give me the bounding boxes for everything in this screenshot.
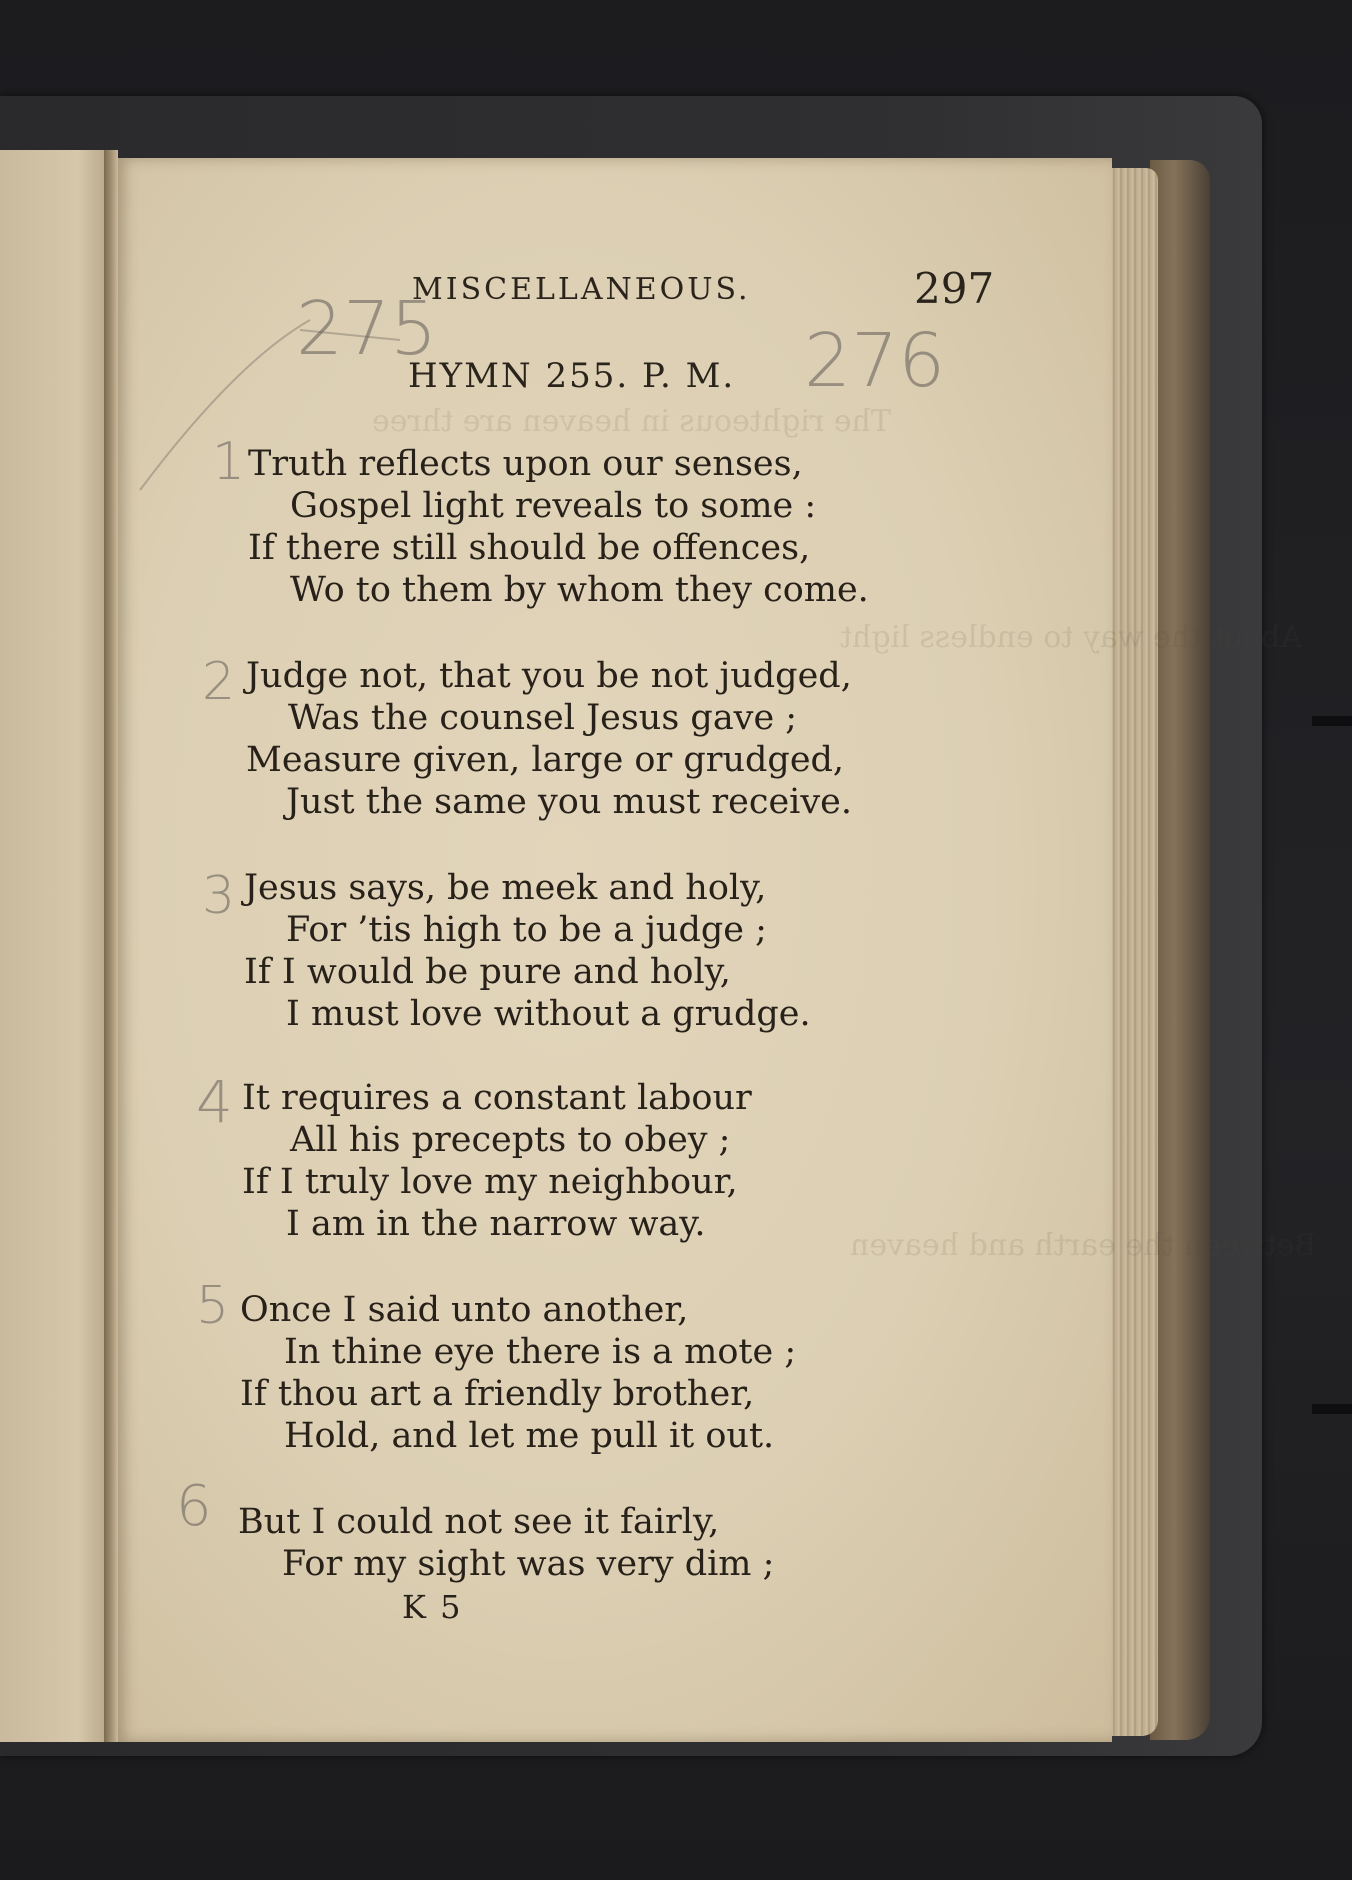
stanza-5-line-2: In thine eye there is a mote ;	[284, 1332, 797, 1372]
pencil-stanza-2: 2	[202, 652, 236, 712]
stanza-4-line-2: All his precepts to obey ;	[290, 1120, 731, 1160]
stanza-3-line-3: If I would be pure and holy,	[244, 952, 731, 992]
stanza-4-line-3: If I truly love my neighbour,	[242, 1162, 738, 1202]
stanza-2-line-1: Judge not, that you be not judged,	[246, 656, 852, 696]
stanza-5-line-1: Once I said unto another,	[240, 1290, 689, 1330]
left-page	[0, 150, 112, 1742]
signature-mark: K 5	[402, 1588, 463, 1626]
stanza-4-line-1: It requires a constant labour	[242, 1078, 752, 1118]
stanza-2-line-3: Measure given, large or grudged,	[246, 740, 845, 780]
backdrop-mark-1	[1312, 716, 1352, 726]
pencil-stanza-3: 3	[202, 866, 236, 926]
show-through-1: The righteous in heaven are three	[372, 404, 891, 439]
pencil-number-top-left: 275	[296, 286, 438, 372]
show-through-3: Between the earth and heaven	[850, 1228, 1317, 1263]
running-head: MISCELLANEOUS.	[412, 272, 751, 307]
stanza-4-line-4: I am in the narrow way.	[286, 1204, 706, 1244]
stanza-6-line-2: For my sight was very dim ;	[282, 1544, 775, 1584]
stanza-1-line-4: Wo to them by whom they come.	[290, 570, 869, 610]
stanza-3-line-4: I must love without a grudge.	[286, 994, 811, 1034]
hymn-title: HYMN 255. P. M.	[408, 356, 736, 396]
pencil-stanza-5: 5	[196, 1276, 230, 1336]
backdrop-mark-2	[1312, 1404, 1352, 1414]
stanza-1-line-1: Truth reflects upon our senses,	[248, 444, 803, 484]
show-through-2: About the way to endless light	[840, 620, 1302, 655]
stanza-2-line-2: Was the counsel Jesus gave ;	[288, 698, 798, 738]
stanza-6-line-1: But I could not see it fairly,	[238, 1502, 720, 1542]
stanza-1-line-2: Gospel light reveals to some :	[290, 486, 817, 526]
stanza-3-line-1: Jesus says, be meek and holy,	[244, 868, 767, 908]
stanza-3-line-2: For ’tis high to be a judge ;	[286, 910, 767, 950]
pencil-stanza-4: 4	[196, 1068, 233, 1136]
stanza-1-line-3: If there still should be offences,	[248, 528, 811, 568]
cover-edge	[1150, 160, 1210, 1740]
stanza-2-line-4: Just the same you must receive.	[286, 782, 852, 822]
pencil-number-top-right: 276	[804, 318, 946, 404]
page-number: 297	[914, 264, 995, 313]
book-gutter	[104, 150, 118, 1742]
stanza-5-line-4: Hold, and let me pull it out.	[284, 1416, 775, 1456]
stanza-5-line-3: If thou art a friendly brother,	[240, 1374, 755, 1414]
pencil-stanza-6: 6	[176, 1474, 212, 1539]
pencil-stanza-1: 1	[212, 432, 246, 492]
